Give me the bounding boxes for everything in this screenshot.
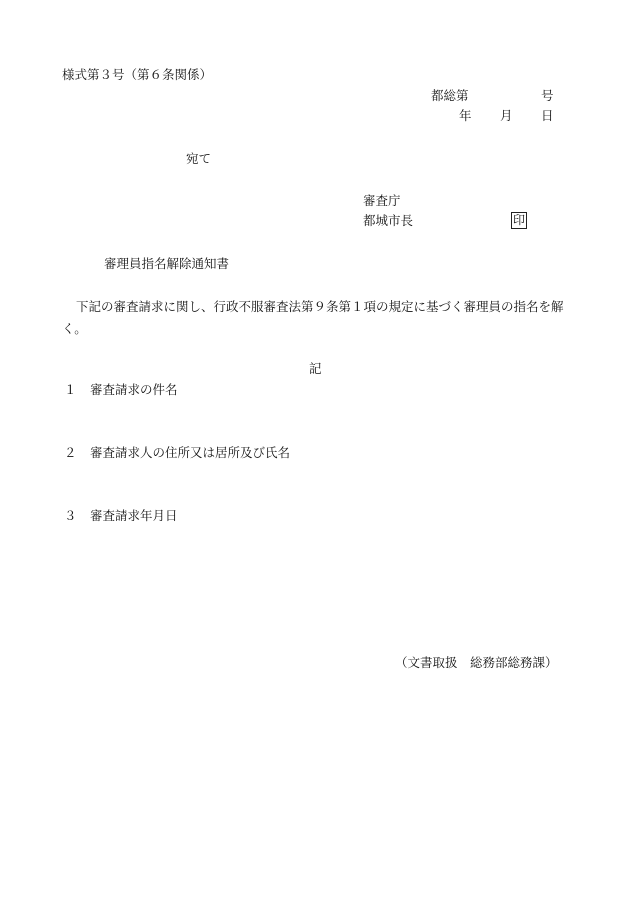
date-day: 日	[541, 108, 554, 123]
item-2-label: 審査請求人の住所又は居所及び氏名	[90, 445, 291, 460]
item-3-number: ３	[64, 508, 77, 523]
issuer-name: 都城市長	[363, 213, 414, 228]
handling-note: （文書取扱 総務部総務課）	[395, 655, 558, 670]
date-month: 月	[500, 108, 513, 123]
issuer-agency: 審査庁	[363, 193, 401, 208]
item-1-number: １	[64, 382, 77, 397]
item-1-label: 審査請求の件名	[90, 382, 178, 397]
body-paragraph: 下記の審査請求に関し、行政不服審査法第９条第１項の規定に基づく審理員の指名を解く。	[62, 299, 564, 336]
item-2-number: ２	[64, 445, 77, 460]
seal-mark	[511, 212, 527, 229]
item-3-label: 審査請求年月日	[90, 508, 178, 523]
form-label: 様式第３号（第６条関係）	[62, 67, 213, 82]
date-year: 年	[459, 108, 472, 123]
ki-marker: 記	[309, 361, 322, 376]
addressee: 宛て	[186, 151, 212, 166]
doc-number-suffix: 号	[541, 88, 554, 103]
document-title: 審理員指名解除通知書	[104, 256, 230, 271]
seal-label: 印	[513, 213, 526, 227]
doc-number-prefix: 都総第	[431, 88, 469, 103]
